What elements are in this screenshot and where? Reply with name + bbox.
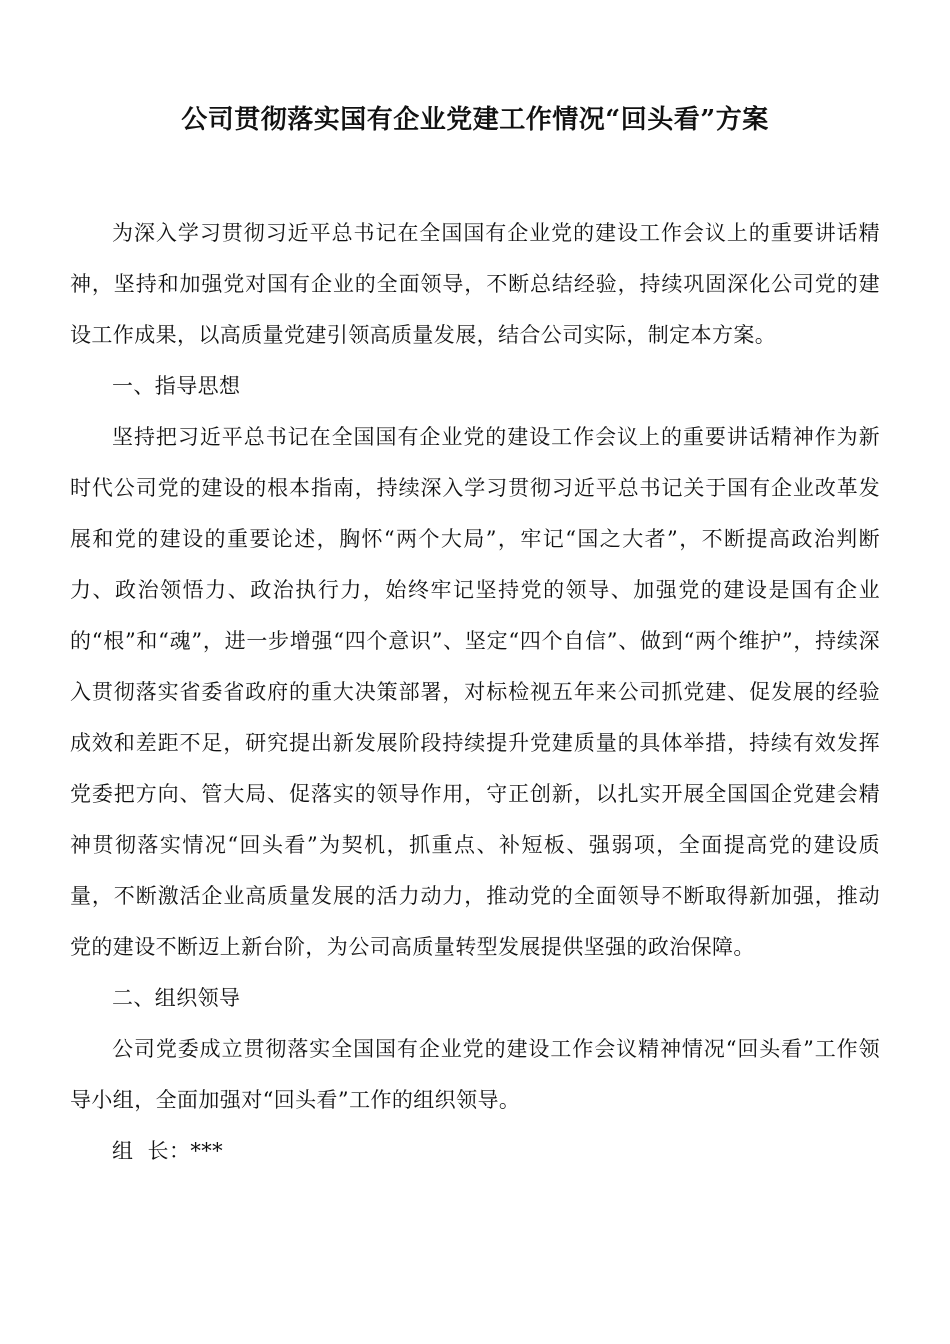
leader-line: 组 长：*** <box>112 1139 224 1163</box>
section-heading-guiding-ideology: 一、指导思想 <box>112 374 241 398</box>
organization-paragraph: 公司党委成立贯彻落实全国国有企业党的建设工作会议精神情况“回头看”工作领导小组，全面加强对“回头看”工作的组织领导。 <box>70 1037 880 1112</box>
intro-paragraph: 为深入学习贯彻习近平总书记在全国国有企业党的建设工作会议上的重要讲话精神，坚持和加强党对国有企业的全面领导，不断总结经验，持续巩固深化公司党的建设工作成果，以高质量党建引领高质量发展，结合公司实际，制定本方案。 <box>70 221 880 347</box>
section-heading-organization: 二、组织领导 <box>112 986 241 1010</box>
document-title: 公司贯彻落实国有企业党建工作情况“回头看”方案 <box>181 105 769 135</box>
document-body <box>70 208 880 1177</box>
guiding-ideology-paragraph: 坚持把习近平总书记在全国国有企业党的建设工作会议上的重要讲话精神作为新时代公司党的建设的根本指南，持续深入学习贯彻习近平总书记关于国有企业改革发展和党的建设的重要论述，胸怀“两个大局”，牢记“国之大者”，不断提高政治判断力、政治领悟力、政治执行力，始终牢记坚持党的领导、加强党的建设是国有企业的“根”和“魂”，进一步增强“四个意识”、坚定“四个自信”、做到“两个维护”，持续深入贯彻落实省委省政府的重大决策部署，对标检视五年来公司抓党建、促发展的经验成效和差距不足，研究提出新发展阶段持续提升党建质量的具体举措，持续有效发挥党委把方向、管大局、促落实的领导作用，守正创新，以扎实开展全国国企党建会精神贯彻落实情况“回头看”为契机，抓重点、补短板、强弱项，全面提高党的建设质量，不断激活企业高质量发展的活力动力，推动党的全面领导不断取得新加强，推动党的建设不断迈上新台阶，为公司高质量转型发展提供坚强的政治保障。 <box>70 425 880 959</box>
